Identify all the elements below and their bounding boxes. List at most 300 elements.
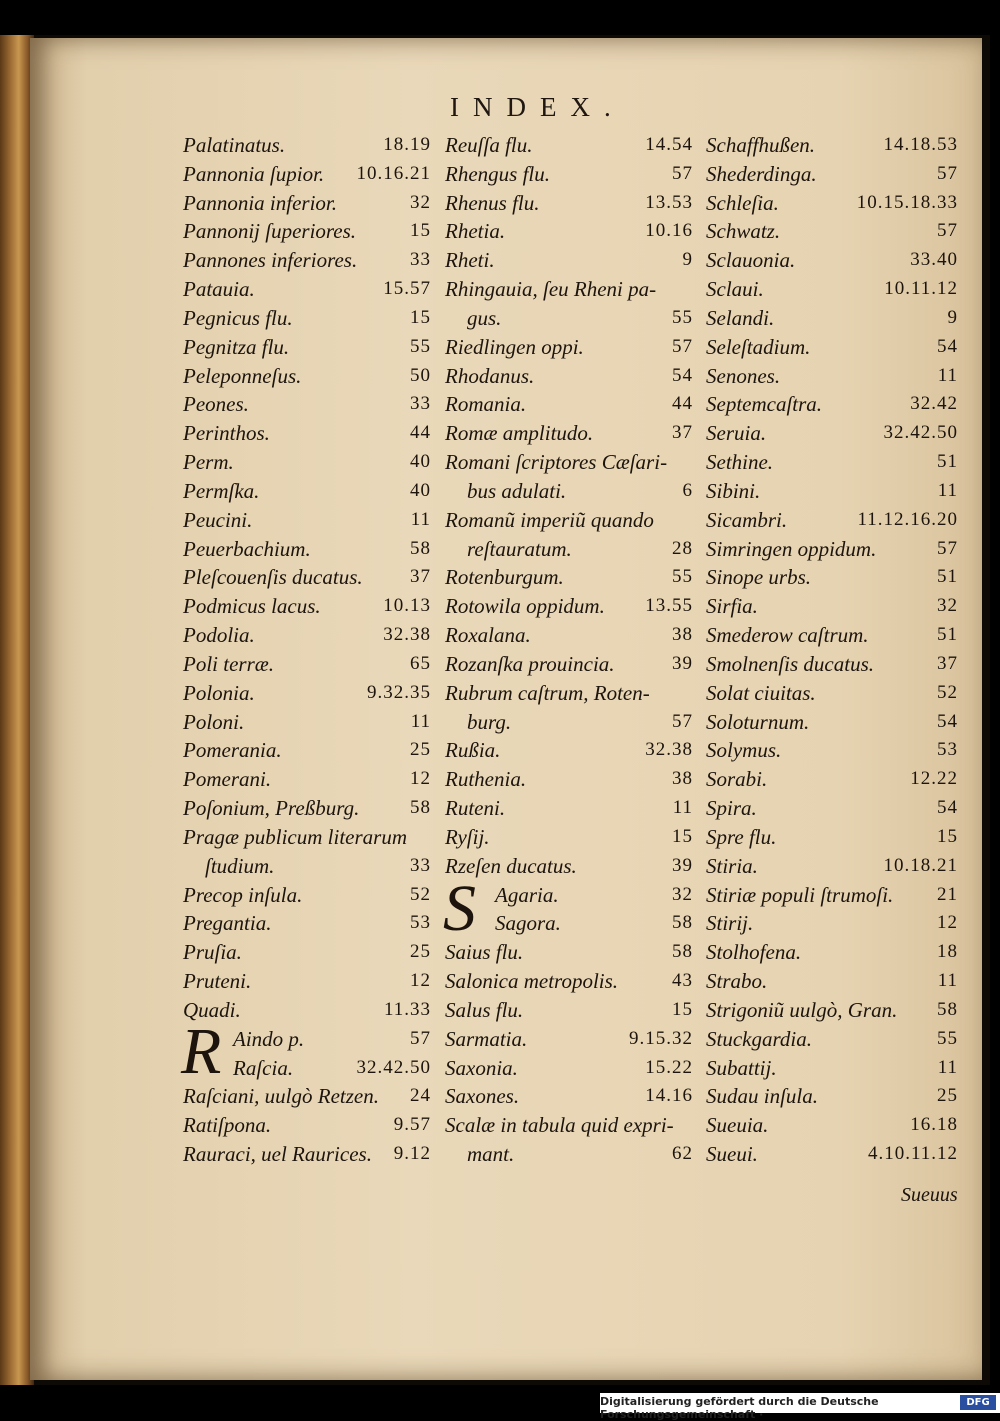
- index-term: Ruthenia.: [445, 767, 527, 792]
- page-reference: 57: [672, 710, 693, 732]
- page-reference: 12: [410, 768, 431, 790]
- index-entry: [706, 765, 958, 794]
- page-reference: 65: [410, 652, 431, 674]
- page-reference: 9.15.32: [629, 1027, 693, 1049]
- index-term: Romanũ imperiũ quando: [445, 507, 654, 532]
- index-entry: [445, 275, 693, 304]
- page-reference: 28: [672, 537, 693, 559]
- index-term: Salus flu.: [445, 997, 524, 1022]
- page-reference: 11: [937, 1056, 958, 1078]
- index-entry: [445, 823, 693, 852]
- index-term: Salonica metropolis.: [445, 969, 619, 994]
- index-term: Pannonij ſuperiores.: [183, 219, 357, 244]
- index-entry: [445, 362, 693, 391]
- index-entry: [706, 160, 958, 189]
- index-term: gus.: [467, 305, 502, 330]
- index-term: Ruteni.: [445, 796, 506, 821]
- index-term: Schleſia.: [706, 190, 779, 215]
- index-term: Rhenus flu.: [445, 190, 540, 215]
- index-entry: [183, 967, 431, 996]
- page-reference: 57: [937, 537, 958, 559]
- page-reference: 55: [672, 566, 693, 588]
- index-entry: [183, 419, 431, 448]
- index-entry: [706, 621, 958, 650]
- index-entry: [706, 1025, 958, 1054]
- index-entry: [445, 131, 693, 160]
- index-term: Sudau inſula.: [706, 1084, 819, 1109]
- index-term: Romania.: [445, 392, 527, 417]
- footer-credit: Digitalisierung gefördert durch die Deutsche Forschungsgemeinschaft ·: [600, 1395, 879, 1421]
- index-term: Peuerbachium.: [183, 536, 311, 561]
- index-entry: [445, 304, 693, 333]
- index-term: Pannonia inferior.: [183, 190, 338, 215]
- page-reference: 15: [937, 825, 958, 847]
- page-reference: 58: [937, 998, 958, 1020]
- page-reference: 11: [937, 970, 958, 992]
- page-reference: 15: [410, 306, 431, 328]
- index-entry: [183, 736, 431, 765]
- index-term: Sarmatia.: [445, 1026, 528, 1051]
- page-reference: 9: [947, 306, 958, 328]
- index-entry: [445, 996, 693, 1025]
- index-entry: [706, 823, 958, 852]
- index-entry: [445, 708, 693, 737]
- page-reference: 37: [937, 652, 958, 674]
- index-entry: [183, 679, 431, 708]
- index-entry: [445, 1140, 693, 1169]
- index-entry: [445, 1082, 693, 1111]
- page-reference: 33: [410, 393, 431, 415]
- index-entry: [706, 535, 958, 564]
- index-entry: [445, 1054, 693, 1083]
- index-entry: [445, 535, 693, 564]
- index-entry: [445, 765, 693, 794]
- page-reference: 21: [937, 883, 958, 905]
- index-term: Reuſſa flu.: [445, 133, 533, 157]
- index-term: Sueuia.: [706, 1113, 769, 1138]
- page-reference: 58: [672, 941, 693, 963]
- page-reference: 51: [937, 566, 958, 588]
- page-reference: 40: [410, 479, 431, 501]
- index-entry: [445, 563, 693, 592]
- page-reference: 53: [937, 739, 958, 761]
- page-reference: 10.13: [383, 595, 431, 617]
- page-reference: 44: [672, 393, 693, 415]
- index-entry: [183, 881, 431, 910]
- index-entry: [445, 592, 693, 621]
- index-entry: [183, 794, 431, 823]
- index-entry: [706, 563, 958, 592]
- page-reference: 32: [410, 191, 431, 213]
- page-reference: 55: [937, 1027, 958, 1049]
- index-term: Rußia.: [445, 738, 501, 763]
- index-term: Rhengus flu.: [445, 161, 550, 186]
- index-entry: [183, 708, 431, 737]
- index-column-1: [183, 131, 431, 1169]
- index-entry: [706, 217, 958, 246]
- index-term: Stiria.: [706, 853, 758, 878]
- page-reference: 32.42: [910, 393, 958, 415]
- page-reference: 51: [937, 624, 958, 646]
- index-term: Quadi.: [183, 997, 241, 1022]
- index-entry: [183, 246, 431, 275]
- index-entry: [706, 1111, 958, 1140]
- index-entry: [706, 390, 958, 419]
- page-reference: 11.33: [383, 998, 431, 1020]
- index-entry: [706, 506, 958, 535]
- page-reference: 57: [410, 1027, 431, 1049]
- index-term: Seruia.: [706, 421, 767, 446]
- page-reference: 57: [937, 220, 958, 242]
- book-fore-edge: [0, 35, 34, 1385]
- index-term: Ratiſpona.: [183, 1113, 272, 1138]
- index-entry: [706, 275, 958, 304]
- index-term: Sibini.: [706, 478, 761, 503]
- index-term: Romæ amplitudo.: [445, 421, 594, 446]
- page-reference: 9.57: [393, 1114, 431, 1136]
- page-reference: 4.10.11.12: [867, 1142, 958, 1164]
- index-entry: [445, 333, 693, 362]
- index-term: Aindo p.: [233, 1026, 305, 1051]
- index-term: Soloturnum.: [706, 709, 810, 734]
- page-reference: 52: [937, 681, 958, 703]
- index-entry: [183, 592, 431, 621]
- index-term: Pomerani.: [183, 767, 272, 792]
- index-term: Poſonium, Preßburg.: [183, 796, 360, 821]
- page-reference: 13.53: [645, 191, 693, 213]
- index-entry: [445, 160, 693, 189]
- index-entry: [445, 246, 693, 275]
- index-term: reſtauratum.: [467, 536, 572, 561]
- index-term: Rhodanus.: [445, 363, 535, 388]
- index-term: Sicambri.: [706, 507, 788, 532]
- page-reference: 38: [672, 624, 693, 646]
- page-reference: 57: [937, 162, 958, 184]
- page-reference: 15.22: [645, 1056, 693, 1078]
- index-term: Raſciani, uulgò Retzen.: [183, 1084, 379, 1109]
- index-term: Roxalana.: [445, 623, 531, 648]
- page-reference: 24: [410, 1085, 431, 1107]
- index-term: Rotenburgum.: [445, 565, 564, 590]
- index-term: Pragæ publicum literarum: [183, 824, 407, 849]
- index-entry: [706, 419, 958, 448]
- index-term: Sirfia.: [706, 594, 758, 619]
- index-term: Rozanſka prouincia.: [445, 651, 615, 676]
- index-term: Polonia.: [183, 680, 255, 705]
- index-term: Schwatz.: [706, 219, 781, 244]
- index-entry: [183, 160, 431, 189]
- index-term: Pruteni.: [183, 969, 252, 994]
- index-term: Schaffhußen.: [706, 133, 816, 157]
- index-entry: [445, 909, 693, 938]
- index-term: Rzeſen ducatus.: [445, 853, 577, 878]
- catchword: Sueuus: [901, 1184, 958, 1206]
- page-reference: 11: [410, 710, 431, 732]
- page-reference: 9.12: [393, 1142, 431, 1164]
- index-term: Patauia.: [183, 277, 255, 302]
- index-entry: [183, 852, 431, 881]
- index-term: Rotowila oppidum.: [445, 594, 605, 619]
- index-term: Poloni.: [183, 709, 245, 734]
- index-term: Saxones.: [445, 1084, 520, 1109]
- index-entry: [706, 881, 958, 910]
- index-term: Smederow caſtrum.: [706, 623, 869, 648]
- index-term: Pannones inferiores.: [183, 248, 358, 273]
- index-term: mant.: [467, 1141, 515, 1166]
- page-reference: 12: [937, 912, 958, 934]
- index-term: Poli terræ.: [183, 651, 275, 676]
- index-entry: [706, 909, 958, 938]
- page-reference: 50: [410, 364, 431, 386]
- index-entry: [183, 131, 431, 160]
- index-term: Spira.: [706, 796, 757, 821]
- index-term: Romani ſcriptores Cæſari-: [445, 450, 668, 475]
- index-entry: [183, 1082, 431, 1111]
- page-reference: 25: [410, 739, 431, 761]
- index-entry: [183, 333, 431, 362]
- index-entry: [706, 304, 958, 333]
- index-term: Saius flu.: [445, 940, 524, 965]
- index-term: Solymus.: [706, 738, 782, 763]
- index-term: Scalæ in tabula quid expri-: [445, 1113, 674, 1138]
- dfg-logo: DFG: [960, 1395, 996, 1410]
- page-reference: 15: [672, 825, 693, 847]
- index-term: Smolnenſis ducatus.: [706, 651, 874, 676]
- index-term: Peucini.: [183, 507, 253, 532]
- index-entry: [445, 506, 693, 535]
- page-reference: 10.16: [645, 220, 693, 242]
- page-reference: 52: [410, 883, 431, 905]
- page-reference: 13.55: [645, 595, 693, 617]
- index-term: Podmicus lacus.: [183, 594, 321, 619]
- index-term: Pleſcouenſis ducatus.: [183, 565, 363, 590]
- page-reference: 11: [937, 479, 958, 501]
- index-term: Pruſia.: [183, 940, 242, 965]
- index-term: Pannonia ſupior.: [183, 161, 325, 186]
- index-entry: [445, 679, 693, 708]
- index-entry: [183, 390, 431, 419]
- decorated-initial: R: [181, 1014, 222, 1088]
- index-entry: [706, 448, 958, 477]
- index-entry: [183, 765, 431, 794]
- index-term: Simringen oppidum.: [706, 536, 877, 561]
- index-term: Rhingauia, ſeu Rheni pa-: [445, 277, 657, 302]
- index-entry: [445, 189, 693, 218]
- index-entry: [706, 1140, 958, 1169]
- index-entry: [445, 794, 693, 823]
- page-reference: 43: [672, 970, 693, 992]
- index-entry: [445, 1025, 693, 1054]
- index-entry: [183, 477, 431, 506]
- index-entry: [183, 1140, 431, 1169]
- index-entry: [445, 967, 693, 996]
- page-reference: 14.18.53: [883, 134, 958, 155]
- index-term: Pregantia.: [183, 911, 272, 936]
- index-entry: [706, 246, 958, 275]
- page-reference: 54: [672, 364, 693, 386]
- index-entry: [183, 535, 431, 564]
- page-reference: 40: [410, 451, 431, 473]
- index-term: Strabo.: [706, 969, 768, 994]
- index-entry: [445, 650, 693, 679]
- page-reference: 10.11.12: [884, 278, 958, 300]
- page-reference: 11: [410, 508, 431, 530]
- index-entry: [445, 621, 693, 650]
- index-term: Strigoniũ uulgò, Gran.: [706, 997, 898, 1022]
- index-entry: [445, 419, 693, 448]
- page-reference: 54: [937, 710, 958, 732]
- index-entry: [706, 362, 958, 391]
- page-reference: 10.15.18.33: [856, 191, 958, 213]
- index-entry: [706, 852, 958, 881]
- index-term: Podolia.: [183, 623, 255, 648]
- page-reference: 51: [937, 451, 958, 473]
- index-term: Sagora.: [495, 911, 561, 936]
- page-reference: 9.32.35: [367, 681, 431, 703]
- index-term: Rhetia.: [445, 219, 506, 244]
- index-term: Selandi.: [706, 305, 775, 330]
- index-entry: [183, 938, 431, 967]
- index-entry: [445, 477, 693, 506]
- index-term: Perinthos.: [183, 421, 270, 446]
- index-entry: [706, 333, 958, 362]
- page-reference: 37: [410, 566, 431, 588]
- decorated-initial: S: [443, 871, 476, 945]
- index-term: Ryſij.: [445, 824, 490, 849]
- index-term: Pegnitza flu.: [183, 334, 290, 359]
- index-term: Solat ciuitas.: [706, 680, 816, 705]
- page-reference: 11: [937, 364, 958, 386]
- page-reference: 11: [672, 797, 693, 819]
- index-entry: [706, 1054, 958, 1083]
- index-term: Septemcaſtra.: [706, 392, 823, 417]
- index-column-2: [445, 131, 693, 1169]
- index-entry: [183, 823, 431, 852]
- index-term: burg.: [467, 709, 512, 734]
- index-entry: [445, 448, 693, 477]
- index-entry: [706, 679, 958, 708]
- index-term: Stolhofena.: [706, 940, 802, 965]
- index-entry: [706, 938, 958, 967]
- index-entry: [445, 938, 693, 967]
- index-term: Permſka.: [183, 478, 260, 503]
- page-reference: 32.38: [645, 739, 693, 761]
- page-reference: 12: [410, 970, 431, 992]
- index-entry: [706, 736, 958, 765]
- index-entry: [445, 1111, 693, 1140]
- page-reference: 39: [672, 854, 693, 876]
- index-term: Saxonia.: [445, 1055, 518, 1080]
- index-entry: [706, 592, 958, 621]
- index-entry: [706, 996, 958, 1025]
- page-reference: 38: [672, 768, 693, 790]
- index-entry: [183, 506, 431, 535]
- index-entry: [183, 650, 431, 679]
- page-reference: 37: [672, 422, 693, 444]
- index-term: Pegnicus flu.: [183, 305, 293, 330]
- page-reference: 14.54: [645, 134, 693, 155]
- index-entry: [183, 1054, 431, 1083]
- index-term: Sorabi.: [706, 767, 768, 792]
- page-reference: 53: [410, 912, 431, 934]
- index-entry: [183, 563, 431, 592]
- page-reference: 15.57: [383, 278, 431, 300]
- page-reference: 55: [410, 335, 431, 357]
- index-term: Rauraci, uel Raurices.: [183, 1141, 372, 1166]
- index-entry: [183, 362, 431, 391]
- index-term: Precop inſula.: [183, 882, 303, 907]
- index-term: Raſcia.: [233, 1055, 294, 1080]
- page-reference: 39: [672, 652, 693, 674]
- index-entry: [445, 217, 693, 246]
- page-reference: 25: [410, 941, 431, 963]
- index-term: Riedlingen oppi.: [445, 334, 584, 359]
- index-entry: [183, 621, 431, 650]
- index-entry: [445, 390, 693, 419]
- page-reference: 16.18: [910, 1114, 958, 1136]
- index-term: Perm.: [183, 450, 234, 475]
- index-entry: [706, 477, 958, 506]
- page-reference: 58: [410, 537, 431, 559]
- page-reference: 15: [410, 220, 431, 242]
- page-reference: 33: [410, 249, 431, 271]
- page-reference: 32: [937, 595, 958, 617]
- page-header: INDEX.: [450, 92, 625, 122]
- index-entry: [706, 794, 958, 823]
- index-entry: [445, 852, 693, 881]
- page-reference: 44: [410, 422, 431, 444]
- page-reference: 14.16: [645, 1085, 693, 1107]
- page-reference: 18: [937, 941, 958, 963]
- index-entry: [183, 448, 431, 477]
- page-reference: 58: [410, 797, 431, 819]
- page-reference: 25: [937, 1085, 958, 1107]
- index-column-3: [706, 131, 958, 1169]
- index-term: Shederdinga.: [706, 161, 817, 186]
- index-term: Sclauonia.: [706, 248, 796, 273]
- page-reference: 55: [672, 306, 693, 328]
- index-entry: [445, 736, 693, 765]
- page-reference: 57: [672, 335, 693, 357]
- index-term: Seleſtadium.: [706, 334, 811, 359]
- index-term: Sethine.: [706, 450, 774, 475]
- page-reference: 33: [410, 854, 431, 876]
- index-term: Rubrum caſtrum, Roten-: [445, 680, 650, 705]
- page-reference: 32.42.50: [356, 1056, 431, 1078]
- index-term: Stirij.: [706, 911, 754, 936]
- index-term: Stiriæ populi ſtrumoſi.: [706, 882, 894, 907]
- page-reference: 62: [672, 1142, 693, 1164]
- page-reference: 58: [672, 912, 693, 934]
- page-reference: 32: [672, 883, 693, 905]
- index-entry: [183, 217, 431, 246]
- index-entry: [706, 189, 958, 218]
- index-term: Stuckgardia.: [706, 1026, 812, 1051]
- index-entry: [706, 131, 958, 160]
- index-term: Pomerania.: [183, 738, 282, 763]
- index-term: Rheti.: [445, 248, 495, 273]
- index-term: Senones.: [706, 363, 781, 388]
- index-entry: [183, 275, 431, 304]
- index-term: ſtudium.: [205, 853, 275, 878]
- page-reference: 18.19: [383, 134, 431, 155]
- index-term: Peleponneſus.: [183, 363, 302, 388]
- page-reference: 33.40: [910, 249, 958, 271]
- index-term: Subattij.: [706, 1055, 777, 1080]
- page-reference: 57: [672, 162, 693, 184]
- index-entry: [183, 189, 431, 218]
- index-entry: [183, 1111, 431, 1140]
